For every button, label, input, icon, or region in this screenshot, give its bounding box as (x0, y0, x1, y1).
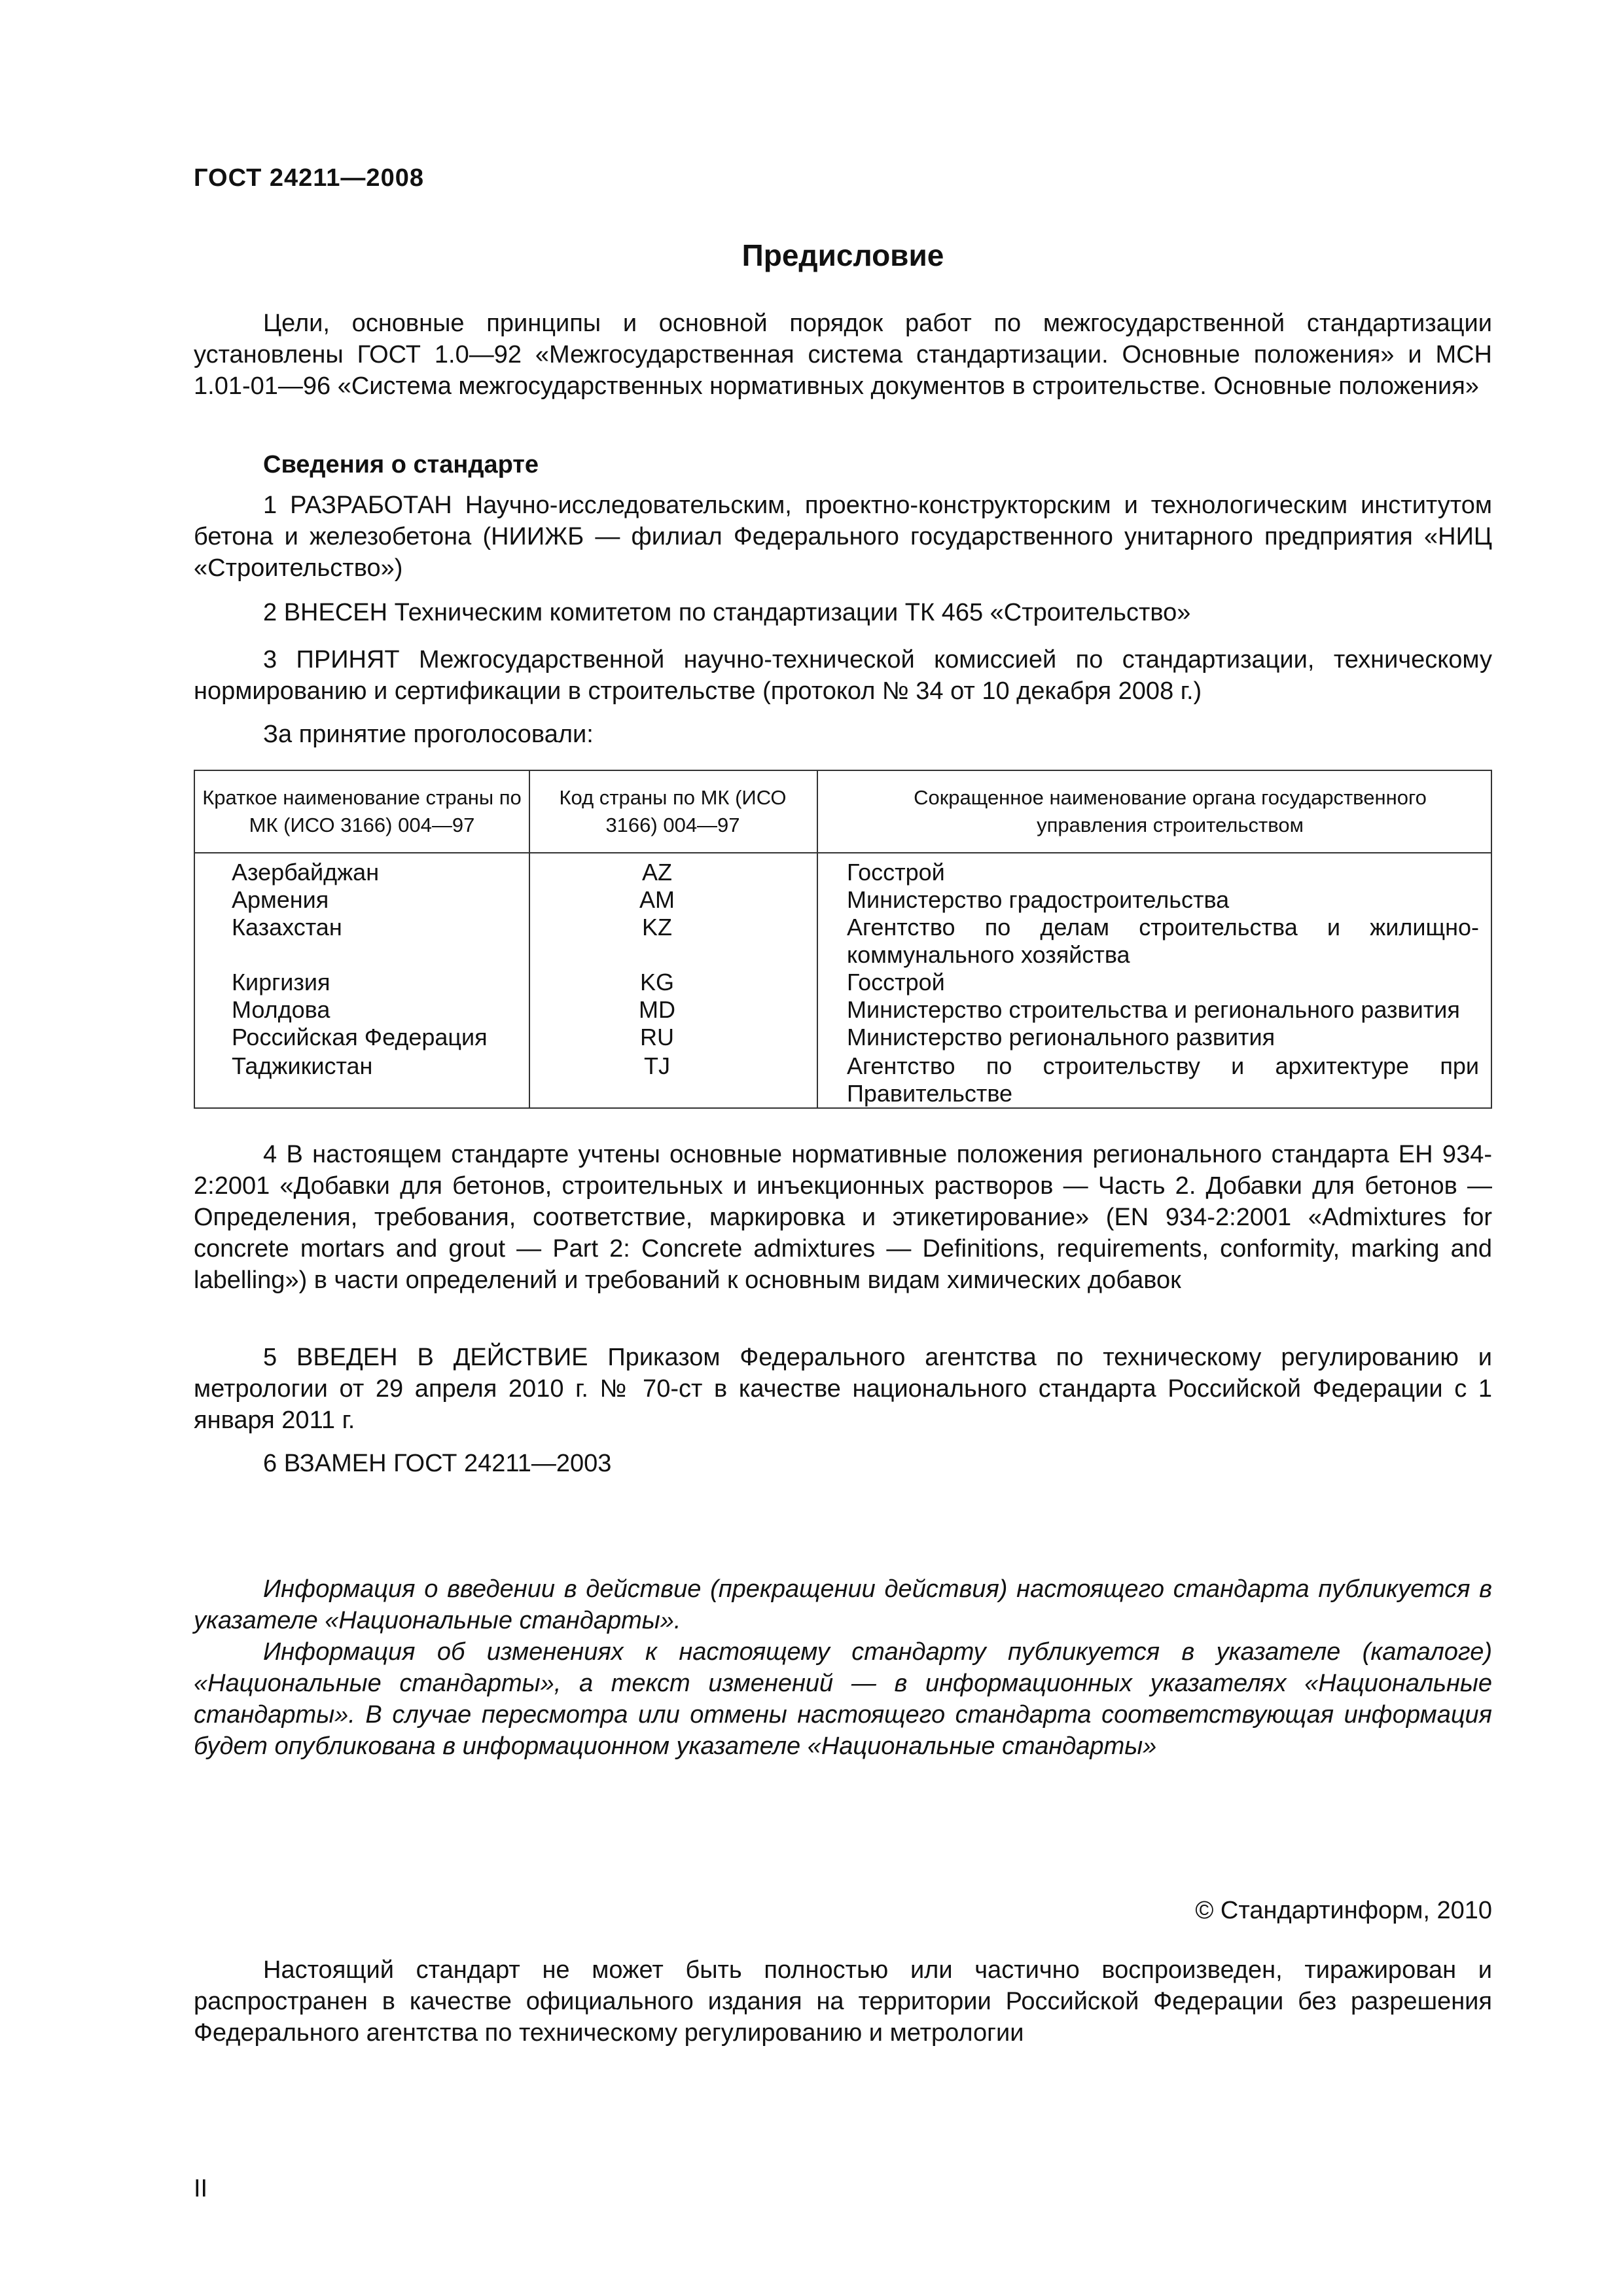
legal-notice: Настоящий стандарт не может быть полностью или частично воспроизведен, тиражирован и распространен в качестве официального издания на территории Российской Федерации без разрешения Федерального агентства по техническому регулированию и метрологии (194, 1956, 1492, 2047)
voting-table (194, 770, 1492, 1109)
item-6-replaces: 6 ВЗАМЕН ГОСТ 24211—2003 (263, 1450, 612, 1477)
table-cell-country: Российская Федерация (232, 1024, 488, 1050)
item-2-submitted: 2 ВНЕСЕН Техническим комитетом по стандартизации ТК 465 «Строительство» (263, 599, 1191, 626)
table-cell-authority: Министерство строительства и регионального развития (847, 996, 1460, 1023)
table-cell-authority: Агентство по строительству и архитектуре при Правительстве (847, 1052, 1479, 1107)
table-header-code: Код страны по МК (ИСО 3166) 004—97 (559, 786, 787, 836)
page-title: Предисловие (741, 238, 944, 272)
table-cell-authority: Госстрой (847, 859, 945, 886)
info-heading: Сведения о стандарте (263, 451, 539, 478)
voted-label: За принятие проголосовали: (263, 721, 594, 748)
table-cell-authority: Госстрой (847, 969, 945, 996)
table-header-authority: Сокращенное наименование органа государственного управления строительством (914, 786, 1427, 836)
item-1-developed: 1 РАЗРАБОТАН Научно-исследовательским, проектно-конструкторским и технологическим институтом бетона и железобетона (НИИЖБ — филиал Федерального государственного унитарного предприятия «НИЦ «Строительство») (194, 492, 1492, 582)
intro-paragraph: Цели, основные принципы и основной порядок работ по межгосударственной стандартизации установлены ГОСТ 1.0—92 «Межгосударственная система стандартизации. Основные положения» и МСН 1.01-01—96 «Система межгосударственных нормативных документов в строительстве. Основные положения» (194, 310, 1492, 400)
table-cell-country: Киргизия (232, 969, 330, 996)
page-number: II (194, 2175, 208, 2202)
table-header-country: Краткое наименование страны по МК (ИСО 3166) 004—97 (202, 786, 522, 836)
table-cell-authority: Министерство градостроительства (847, 886, 1230, 913)
table-cell-code: RU (640, 1024, 674, 1050)
table-cell-country: Молдова (232, 996, 330, 1023)
item-3-adopted: 3 ПРИНЯТ Межгосударственной научно-технической комиссией по стандартизации, техническому нормированию и сертификации в строительстве (протокол № 34 от 10 декабря 2008 г.) (194, 646, 1492, 705)
table-header-divider (195, 852, 1491, 853)
table-cell-code: AZ (641, 859, 672, 886)
table-cell-code: KZ (641, 914, 672, 941)
table-cell-code: AM (639, 886, 675, 913)
table-cell-code: TJ (644, 1052, 670, 1079)
table-cell-country: Азербайджан (232, 859, 380, 886)
document-code: ГОСТ 24211—2008 (194, 164, 424, 192)
item-4-regional-standard: 4 В настоящем стандарте учтены основные нормативные положения регионального стандарта ЕН 934-2:2001 «Добавки для бетонов, строительных и инъекционных растворов — Часть 2. Добавки для бетонов — Определения, требования, соответствие, маркировка и этикетирование» (EN 934-2:2001 «Admixtures for concrete mortars and grout — Part 2: Concrete admixtures — Definitions, requirements, conformity, marking and labelling») в части определений и требований к основным видам химических добавок (194, 1141, 1492, 1294)
table-cell-authority: Агентство по делам строительства и жилищно-коммунального хозяйства (847, 914, 1479, 968)
item-5-enactment: 5 ВВЕДЕН В ДЕЙСТВИЕ Приказом Федерального агентства по техническому регулированию и метрологии от 29 апреля 2010 г. № 70-ст в качестве национального стандарта Российской Федерации с 1 января 2011 г. (194, 1344, 1492, 1434)
table-divider (817, 771, 818, 1107)
notice-changes-info: Информация об изменениях к настоящему стандарту публикуется в указателе (каталоге) «Национальные стандарты», а текст изменений — в информационных указателях «Национальные стандарты». В случае пересмотра или отмены настоящего стандарта соответствующая информация будет опубликована в информационном указателе «Национальные стандарты» (194, 1638, 1492, 1760)
table-cell-authority: Министерство регионального развития (847, 1024, 1275, 1050)
table-cell-code: MD (639, 996, 675, 1023)
table-cell-country: Таджикистан (232, 1052, 373, 1079)
copyright: © Стандартинформ, 2010 (1195, 1897, 1492, 1924)
table-cell-code: KG (639, 969, 674, 996)
table-cell-country: Казахстан (232, 914, 342, 941)
table-cell-country: Армения (232, 886, 329, 913)
notice-enactment-info: Информация о введении в действие (прекращении действия) настоящего стандарта публикуется в указателе «Национальные стандарты». (194, 1575, 1492, 1634)
